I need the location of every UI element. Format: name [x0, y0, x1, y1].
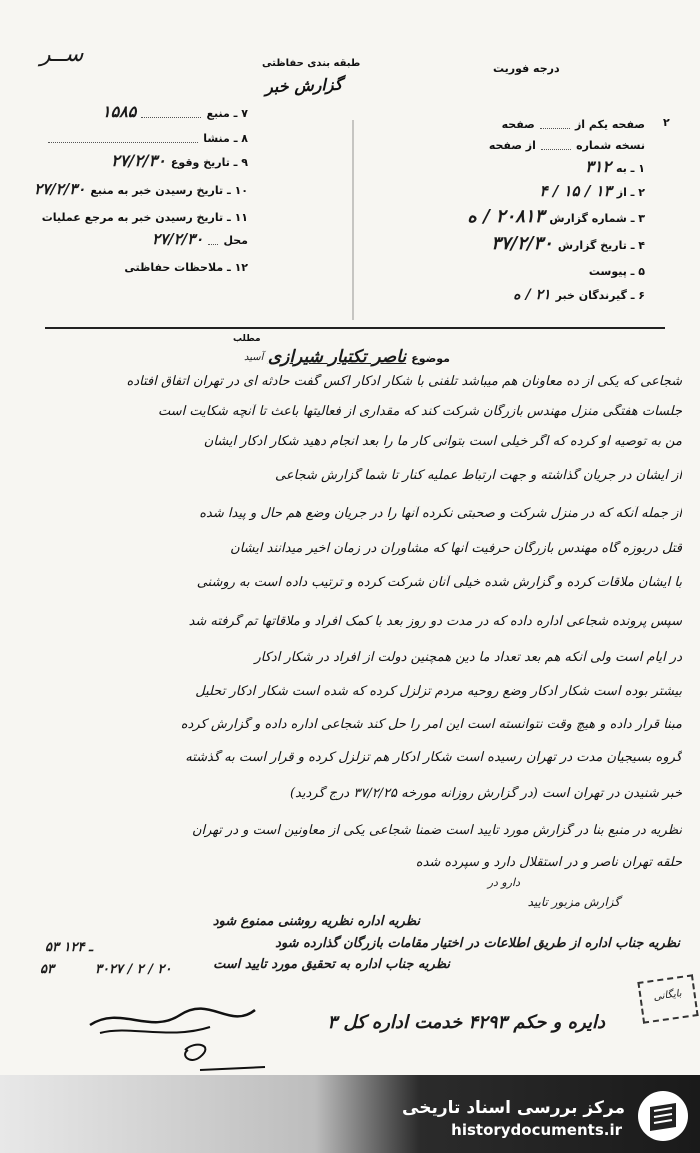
right-field-recipients: [513, 284, 645, 303]
field-value: ۲۷/۲/۳۰: [152, 230, 204, 248]
left-field-location: [152, 229, 248, 248]
right-field-copy: [489, 134, 645, 153]
field-label: صفحه یکم از: [574, 118, 645, 131]
footer-title: مرکز بررسی اسناد تاریخی: [402, 1098, 625, 1118]
bottom-note: دایره و حکم ۴۲۹۳ خدمت اداره کل ۳: [327, 1012, 605, 1033]
body-line: سپس پرونده شجاعی اداره داده که در مدت دو روز بعد با کمک افراد و ملاقاتها تم گرفته شد: [188, 614, 682, 629]
body-line: قتل دربوزه گاه مهندس بازرگان حرفیت آنها که مشاوران در زمان اخیر میدانند ایشان: [230, 541, 682, 556]
left-field-origin: [48, 127, 248, 146]
annotation-code-1: ۵۳ ـ ۱۲۴: [45, 940, 93, 955]
subject-line: [268, 347, 450, 367]
body-line: جلسات هفتگی منزل مهندس بازرگان شرکت کند که مقداری از فعالیتها باعث تا آنچه شکایت است: [158, 404, 682, 419]
body-line: گروه بسیجیان مدت در تهران رسیده است شکار ادکار هم تزلزل کرده و قرار است به گذشته: [185, 750, 682, 765]
right-field-to: [585, 157, 645, 176]
body-line: شجاعی که یکی از ده معاونان هم میباشد تلفنی با شکار ادکار اکس گفت حادثه ای در تهران اتفاق افتاده: [126, 374, 682, 389]
field-value: ۲۷/۲/۳۰: [111, 151, 166, 170]
annotation-signature-2: گزارش مزبور تایید: [527, 895, 620, 909]
field-label: ۸ ـ منشا: [203, 132, 248, 145]
field-suffix: از صفحه: [488, 139, 536, 152]
annotation-line-2: نظریه جناب اداره از طریق اطلاعات در اختیار مقامات بازرگان گذارده شود: [275, 936, 680, 951]
left-field-received-source: [34, 179, 248, 198]
side-stamp-text: بایگانی: [652, 988, 683, 1003]
field-label: ۱۱ ـ تاریخ رسیدن خبر به مرجع عملیات: [41, 211, 248, 224]
field-suffix: صفحه: [501, 118, 535, 131]
field-label: ۵ ـ پیوست: [588, 265, 645, 278]
field-label: ۲ ـ از: [616, 186, 645, 199]
annotation-line-1: نظریه اداره نظریه روشنی ممنوع شود: [212, 914, 420, 929]
field-label: ۶ ـ گیرندگان خبر: [555, 289, 645, 302]
archive-logo-icon: [636, 1089, 690, 1143]
column-divider: [352, 120, 354, 320]
subject-small-note: آسید: [244, 352, 264, 363]
urgency-label: درجه فوریت: [493, 62, 560, 75]
left-field-received-ops: [42, 206, 248, 225]
classification-label: طبقه بندی حفاظتی: [262, 58, 361, 69]
field-label: محل: [223, 234, 248, 247]
field-label: ۴ ـ تاریخ گزارش: [557, 239, 645, 252]
field-label: ۳ ـ شماره گزارش: [549, 212, 645, 225]
subject-note: مطلب: [233, 334, 261, 344]
annotation-line-3: نظریه جناب اداره به تحقیق مورد تایید است: [213, 957, 450, 972]
field-label: ۷ ـ منبع: [206, 107, 248, 120]
annotation-code-2: ۳۰۲۷ / ۲ / ۲۰: [95, 962, 172, 977]
field-value: ۳۷/۲/۳۰: [491, 233, 553, 254]
body-line: از ایشان در جریان گذاشته و جهت ارتباط عملیه کنار تا شما گزارش شجاعی: [275, 468, 682, 483]
field-value: ۱۵۸۵: [101, 102, 137, 121]
left-field-security-notes: [124, 256, 248, 275]
body-line: خبر شنیدن در تهران است (در گزارش روزانه مورخه ۳۷/۲/۲۵ درج گردید): [289, 786, 682, 801]
margin-number: ۲: [663, 116, 670, 129]
right-field-attachment: [589, 260, 645, 279]
report-title: گزارش خبر: [264, 74, 343, 97]
left-field-source: [102, 102, 248, 121]
right-field-report-date: [491, 233, 645, 254]
subject-label: موضوع: [411, 352, 450, 365]
field-value: ۲۰۸۱۳ / ه: [467, 206, 545, 227]
body-line: حلقه تهران ناصر و در استقلال دارد و سپرده شده: [415, 855, 682, 870]
right-field-page: [502, 113, 645, 132]
body-line: در ایام است ولی آنکه هم بعد تعداد ما دین همچنین دولت از افراد در شکار ادکار: [254, 650, 682, 665]
field-label: ۱ ـ به: [616, 162, 645, 175]
field-value: ۲۷/۲/۳۰: [34, 180, 86, 198]
header-divider: [45, 327, 665, 329]
footer-url[interactable]: historydocuments.ir: [451, 1121, 622, 1139]
body-line: نظریه در منبع بنا در گزارش مورد تایید است ضمنا شجاعی یکی از معاونین است و در تهران: [191, 823, 682, 838]
body-line: من به توصیه او کرده که اگر خیلی است بتوانی کار ما را بعد انجام دهید شکار ادکار ایشان: [203, 434, 682, 449]
top-left-scribble: ســر: [40, 42, 84, 67]
side-stamp-box: [637, 974, 698, 1023]
field-label: ۱۲ ـ ملاحظات حفاظتی: [124, 261, 248, 274]
right-field-from: [539, 181, 645, 200]
field-value: ۳۱۲: [585, 157, 611, 176]
field-value: ۲۱ / ه: [513, 287, 551, 303]
body-line: بیشتر بوده است شکار ادکار وضع روحیه مردم تزلزل کرده که شده است شکار ادکار تحلیل: [195, 684, 682, 699]
signature-scribble-icon: [80, 995, 280, 1080]
body-line: با ایشان ملاقات کرده و گزارش شده خیلی آنان شرکت کرده و ترتیب داده است به روشنی: [196, 575, 682, 590]
field-value: ۱۳ / ۱۵ / ۴: [539, 182, 612, 200]
body-line: از جمله آنکه که در منزل شرکت و صحبتی نکرده آنها را در جریان وضع هم حال و پیدا شده: [199, 506, 682, 521]
body-line: مبنا قرار داده و هیچ وقت نتوانسته است این امر را حل کند شجاعی اداره داده و گزارش کرده: [180, 717, 682, 732]
right-field-report-number: [467, 206, 645, 227]
field-label: نسخه شماره: [576, 139, 645, 152]
field-label: ۹ ـ تاریخ وقوع: [170, 156, 248, 169]
annotation-code-3: ۵۳: [40, 962, 54, 977]
subject-value: ناصر تکتیار شیرازی: [267, 347, 407, 367]
annotation-signature-1: دارو در: [487, 876, 520, 889]
field-label: ۱۰ ـ تاریخ رسیدن خبر به منبع: [90, 184, 248, 197]
left-field-occurrence-date: [111, 151, 248, 170]
